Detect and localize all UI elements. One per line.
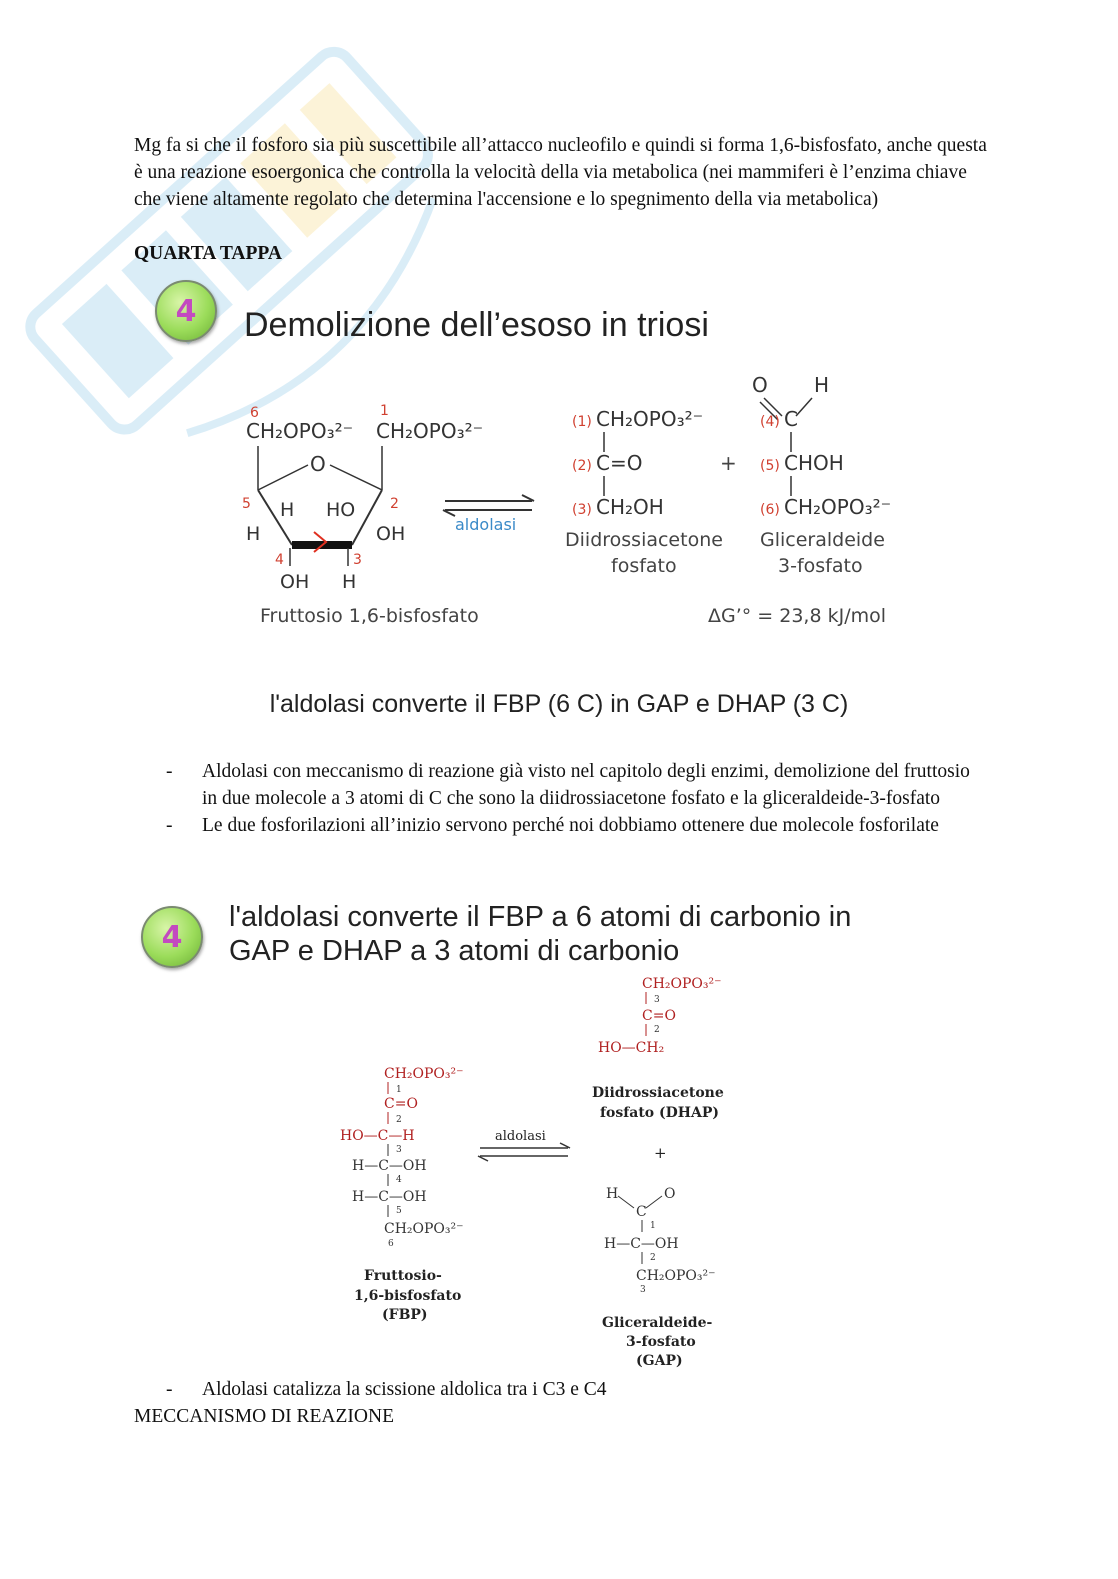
svg-text:OH: OH — [376, 523, 406, 545]
figure2-title: l'aldolasi converte il FBP a 6 atomi di carbonio in GAP e DHAP a 3 atomi di carbonio — [229, 901, 852, 967]
svg-text:3: 3 — [640, 1285, 646, 1295]
svg-text:CH₂OPO₃²⁻: CH₂OPO₃²⁻ — [384, 1221, 464, 1237]
gap-name-line1: Gliceraldeide- — [602, 1315, 713, 1331]
dhap-name-line1: Diidrossiacetone — [592, 1085, 724, 1101]
list-item: - Aldolasi catalizza la scissione aldolica tra i C3 e C4 — [166, 1379, 607, 1400]
svg-text:(3): (3) — [572, 502, 592, 518]
gap-name-line2: 3-fosfato — [626, 1334, 696, 1350]
delta-g: ΔG’° = 23,8 kJ/mol — [708, 605, 887, 627]
aldolase-structural-diagram — [330, 970, 750, 1370]
svg-text:4: 4 — [396, 1175, 402, 1185]
svg-text:CH₂OPO₃²⁻: CH₂OPO₃²⁻ — [596, 407, 704, 431]
aldolase-reaction-diagram — [230, 370, 930, 640]
product2-name-line2: 3-fosfato — [778, 555, 863, 577]
svg-text:H—C—OH: H—C—OH — [352, 1189, 427, 1205]
plus-sign-2: + — [654, 1144, 667, 1162]
svg-text:(4): (4) — [760, 414, 780, 430]
svg-text:CH₂OH: CH₂OH — [596, 495, 664, 519]
svg-text:CH₂OPO₃²⁻: CH₂OPO₃²⁻ — [384, 1066, 464, 1082]
svg-text:HO: HO — [326, 499, 356, 521]
svg-text:1: 1 — [650, 1221, 656, 1231]
svg-text:O: O — [752, 373, 768, 397]
svg-text:C=O: C=O — [384, 1096, 418, 1112]
reactant-name: Fruttosio 1,6-bisfosfato — [260, 605, 479, 627]
svg-text:6: 6 — [388, 1239, 394, 1249]
intro-paragraph: Mg fa si che il fosforo sia più suscettibile all’attacco nucleofilo e quindi si forma 1,6-bisfosfato, anche questa è una reazione esoergonica che controlla la velocità della via metabolica (nei mammiferi è l’enzima chiave che viene altamente regolato che determina l'accensione e lo spegnimento della via metabolica) — [134, 135, 987, 210]
svg-text:CH₂OPO₃²⁻: CH₂OPO₃²⁻ — [642, 976, 722, 992]
svg-text:CH₂OPO₃²⁻: CH₂OPO₃²⁻ — [636, 1268, 716, 1284]
product1-name-line2: fosfato — [611, 555, 677, 577]
svg-text:H: H — [280, 499, 295, 521]
svg-text:1: 1 — [380, 403, 389, 419]
fbp-name-line1: Fruttosio- — [364, 1268, 442, 1284]
plus-sign: + — [720, 451, 737, 475]
list-item: - Aldolasi con meccanismo di reazione già visto nel capitolo degli enzimi, demolizione del fruttosio in due molecole a 3 atomi di C che sono la diidrossiacetone fosfato e la gliceraldeide-3-fosfato — [166, 761, 970, 809]
svg-text:H—C—OH: H—C—OH — [352, 1158, 427, 1174]
svg-text:H: H — [606, 1186, 619, 1202]
figure1-caption: l'aldolasi converte il FBP (6 C) in GAP e DHAP (3 C) — [269, 690, 849, 718]
bullet-list-1 — [166, 758, 976, 839]
svg-text:(5): (5) — [760, 458, 780, 474]
svg-text:2: 2 — [654, 1025, 660, 1035]
svg-text:CH₂OPO₃²⁻: CH₂OPO₃²⁻ — [376, 419, 484, 443]
section-heading: QUARTA TAPPA — [134, 243, 282, 264]
svg-text:2: 2 — [650, 1253, 656, 1263]
svg-text:CH₂OPO₃²⁻: CH₂OPO₃²⁻ — [246, 419, 354, 443]
product1-name-line1: Diidrossiacetone — [565, 529, 723, 551]
fbp-name-line2: 1,6-bisfosfato — [354, 1288, 462, 1304]
svg-text:(2): (2) — [572, 458, 592, 474]
svg-text:5: 5 — [242, 496, 251, 512]
svg-text:C=O: C=O — [596, 451, 643, 475]
svg-text:3: 3 — [353, 552, 362, 568]
gap-name-line3: (GAP) — [636, 1353, 683, 1369]
svg-text:3: 3 — [654, 995, 660, 1005]
figure1-title: Demolizione dell’esoso in triosi — [244, 306, 709, 344]
svg-text:HO—CH₂: HO—CH₂ — [598, 1040, 665, 1056]
svg-text:O: O — [664, 1186, 676, 1202]
list-item: - Le due fosforilazioni all’inizio servono perché noi dobbiamo ottenere due molecole fosforilate — [166, 815, 939, 836]
svg-text:CHOH: CHOH — [784, 451, 844, 475]
bullet-list-2 — [166, 1376, 976, 1403]
svg-text:6: 6 — [250, 405, 259, 421]
svg-text:H—C—OH: H—C—OH — [604, 1236, 679, 1252]
dhap-name-line2: fosfato (DHAP) — [600, 1105, 720, 1121]
enzyme-label: aldolasi — [455, 515, 517, 534]
svg-text:CH₂OPO₃²⁻: CH₂OPO₃²⁻ — [784, 495, 892, 519]
step-badge: 4 — [155, 280, 217, 342]
svg-text:3: 3 — [396, 1145, 402, 1155]
svg-text:2: 2 — [396, 1115, 402, 1125]
svg-text:4: 4 — [275, 552, 284, 568]
fbp-name-line3: (FBP) — [382, 1307, 428, 1323]
svg-text:2: 2 — [390, 496, 399, 512]
step-badge-2: 4 — [141, 906, 203, 968]
enzyme-label-2: aldolasi — [495, 1129, 546, 1144]
svg-text:C: C — [784, 407, 798, 431]
svg-text:(6): (6) — [760, 502, 780, 518]
svg-text:C=O: C=O — [642, 1008, 676, 1024]
svg-text:5: 5 — [396, 1206, 402, 1216]
product2-name-line1: Gliceraldeide — [760, 529, 885, 551]
svg-text:(1): (1) — [572, 414, 592, 430]
svg-text:H: H — [814, 373, 830, 397]
svg-text:O: O — [310, 452, 326, 476]
svg-text:OH: OH — [280, 571, 310, 593]
svg-text:H: H — [342, 571, 357, 593]
svg-text:C: C — [636, 1204, 647, 1220]
svg-text:HO—C—H: HO—C—H — [340, 1128, 415, 1144]
svg-text:1: 1 — [396, 1085, 402, 1095]
svg-text:H: H — [246, 523, 261, 545]
final-heading: MECCANISMO DI REAZIONE — [134, 1406, 394, 1427]
